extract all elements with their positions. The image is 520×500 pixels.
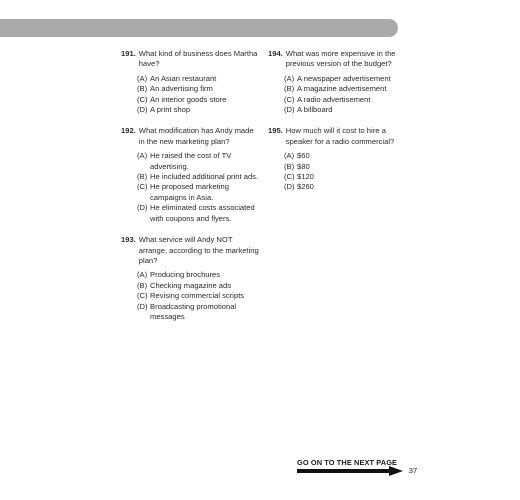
answer-option [284,182,403,192]
answer-option [284,162,403,172]
header-bar [0,19,398,37]
option-letter: (A) [137,270,148,280]
answer-option [284,95,403,105]
option-letter: (C) [137,94,148,104]
answer-options [121,151,261,224]
option-letter: (D) [137,105,148,115]
answer-option [137,74,261,84]
option-letter: (A) [137,73,148,83]
option-text: Revising commercial scripts [150,291,245,301]
option-letter: (C) [137,182,148,192]
answer-option [137,270,261,280]
question-number: 194. [268,49,283,58]
option-letter: (D) [137,301,148,311]
option-letter: (C) [137,291,148,301]
option-text: He included additional print ads. [150,172,259,182]
answer-option [284,172,403,182]
answer-option [137,302,261,323]
option-text: He proposed marketing campaigns in Asia. [150,182,229,202]
option-text: A print shop [150,105,191,115]
option-text: Producing brochures [150,270,221,280]
question-text: What kind of business does Martha have? [138,49,258,69]
right-question-column [268,49,403,204]
question-header [121,126,261,147]
question-text: What service will Andy NOT arrange, according to the marketing plan? [138,235,259,265]
question-header [268,126,403,147]
question-number: 191. [121,49,136,58]
answer-option [137,105,261,115]
answer-option [137,84,261,94]
option-text: $120 [297,172,314,182]
question-header [268,49,403,70]
option-letter: (D) [137,203,148,213]
option-text: Checking magazine ads [150,280,232,290]
option-letter: (C) [284,94,295,104]
next-page-label: GO ON TO THE NEXT PAGE [297,458,398,467]
option-letter: (A) [284,73,295,83]
option-letter: (B) [137,84,148,94]
question-text: How much will it cost to hire a speaker for a radio commercial? [285,126,395,146]
question-header [121,49,261,70]
question-block [121,126,261,224]
option-text: Broadcasting promotional messages [150,301,237,321]
option-letter: (B) [137,280,148,290]
option-text: An Asian restaurant [150,73,217,83]
option-text: A billboard [297,105,333,115]
question-text: What was more expensive in the previous version of the budget? [285,49,396,69]
right-arrow-icon [297,466,403,476]
answer-option [137,203,261,224]
option-letter: (B) [137,172,148,182]
answer-option [284,151,403,161]
option-text: An interior goods store [150,94,227,104]
answer-option [284,105,403,115]
option-text: An advertising firm [150,84,213,94]
answer-options [121,74,261,116]
question-block [121,235,261,322]
question-block [268,49,403,115]
answer-options [268,151,403,193]
answer-option [284,74,403,84]
option-letter: (A) [284,151,295,161]
answer-option [137,172,261,182]
option-text: A magazine advertisement [297,84,387,94]
option-text: He eliminated costs associated with coupons and flyers. [150,203,255,223]
option-text: $260 [297,182,314,192]
option-text: A newspaper advertisement [297,73,391,83]
option-text: He raised the cost of TV advertising. [150,151,232,171]
question-block [121,49,261,115]
option-letter: (B) [284,84,295,94]
answer-options [121,270,261,322]
option-letter: (B) [284,161,295,171]
question-number: 195. [268,126,283,136]
question-number: 193. [121,235,136,245]
question-text: What modification has Andy made in the new marketing plan? [138,126,254,146]
page-number: 37 [408,466,418,475]
answer-options [268,74,403,116]
option-letter: (D) [284,182,295,192]
question-block [268,126,403,192]
option-letter: (D) [284,105,295,115]
option-text: $80 [297,161,310,171]
answer-option [284,84,403,94]
option-letter: (C) [284,172,295,182]
question-header [121,235,261,266]
option-text: $60 [297,151,310,161]
left-question-column [121,49,261,333]
option-text: A radio advertisement [297,94,371,104]
option-letter: (A) [137,151,148,161]
question-number: 192. [121,126,136,136]
answer-option [137,151,261,172]
answer-option [137,291,261,301]
answer-option [137,281,261,291]
answer-option [137,95,261,105]
answer-option [137,182,261,203]
